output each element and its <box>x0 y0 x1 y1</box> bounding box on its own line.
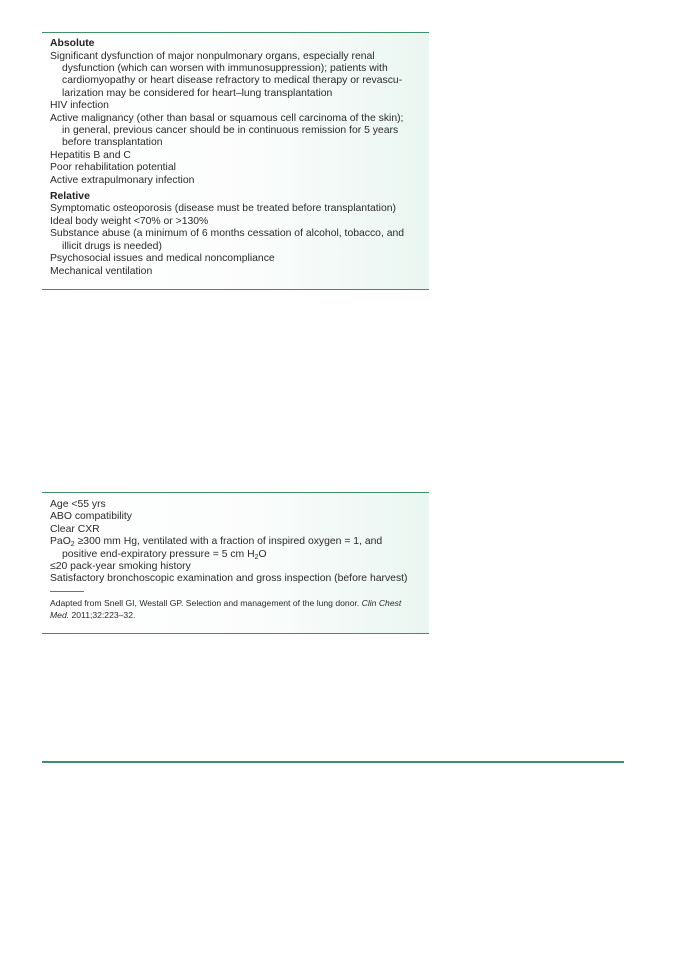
donor-criteria-box <box>42 492 429 634</box>
reference-text: Adapted from Snell GI, Westall GP. Selection and management of the lung donor. <box>50 597 362 608</box>
absolute-item: HIV infection <box>50 100 109 112</box>
peep-text: positive end-expiratory pressure = 5 cm H <box>62 548 255 560</box>
pao2-text: PaO <box>50 536 71 548</box>
absolute-item-continuation: larization may be considered for heart–lung transplantation <box>62 87 333 99</box>
donor-criterion-bronchoscopy: Satisfactory bronchoscopic examination and gross inspection (before harvest) <box>50 573 408 585</box>
reference-divider <box>50 591 84 592</box>
reference-line-1 <box>50 597 421 609</box>
relative-item: Psychosocial issues and medical noncompliance <box>50 253 275 265</box>
relative-item: Ideal body weight <70% or >130% <box>50 215 209 227</box>
relative-item: Mechanical ventilation <box>50 265 153 277</box>
absolute-item: Significant dysfunction of major nonpulmonary organs, especially renal <box>50 50 375 62</box>
relative-item: Substance abuse (a minimum of 6 months cessation of alcohol, tobacco, and <box>50 228 405 240</box>
contraindications-box <box>42 32 429 290</box>
pao2-subscript: 2 <box>70 541 75 549</box>
absolute-item: Poor rehabilitation potential <box>50 162 176 174</box>
absolute-heading: Absolute <box>50 38 95 49</box>
absolute-item: Hepatitis B and C <box>50 149 131 161</box>
donor-criterion-pao2 <box>50 536 421 548</box>
reference-journal-cont: Med. <box>50 610 70 621</box>
absolute-item-continuation: dysfunction (which can worsen with immunosuppression); patients with <box>62 62 388 74</box>
donor-criterion-cxr: Clear CXR <box>50 523 100 535</box>
peep-subscript: 2 <box>254 553 259 561</box>
reference-line-2 <box>50 609 421 621</box>
reference-journal: Clin Chest <box>361 597 402 608</box>
pao2-rest: ≥300 mm Hg, ventilated with a fraction of inspired oxygen = 1, and <box>74 536 383 548</box>
absolute-item: Active malignancy (other than basal or squamous cell carcinoma of the skin); <box>50 112 404 124</box>
reference-citation: 2011;32:223–32. <box>69 610 136 621</box>
absolute-item: Active extrapulmonary infection <box>50 174 195 186</box>
absolute-item-continuation: in general, previous cancer should be in continuous remission for 5 years <box>62 124 399 136</box>
donor-criterion-age: Age <55 yrs <box>50 499 106 510</box>
peep-rest: O <box>258 548 267 560</box>
absolute-item-continuation: before transplantation <box>62 137 163 149</box>
donor-criterion-abo: ABO compatibility <box>50 511 132 523</box>
donor-criterion-smoking: ≤20 pack-year smoking history <box>50 561 191 573</box>
absolute-item-continuation: cardiomyopathy or heart disease refractory to medical therapy or revascu- <box>62 75 403 87</box>
page-divider-rule <box>42 761 624 763</box>
donor-criterion-peep <box>50 549 421 561</box>
relative-item: Symptomatic osteoporosis (disease must be treated before transplantation) <box>50 203 396 215</box>
relative-heading: Relative <box>50 190 90 202</box>
relative-item-continuation: illicit drugs is needed) <box>62 240 162 252</box>
